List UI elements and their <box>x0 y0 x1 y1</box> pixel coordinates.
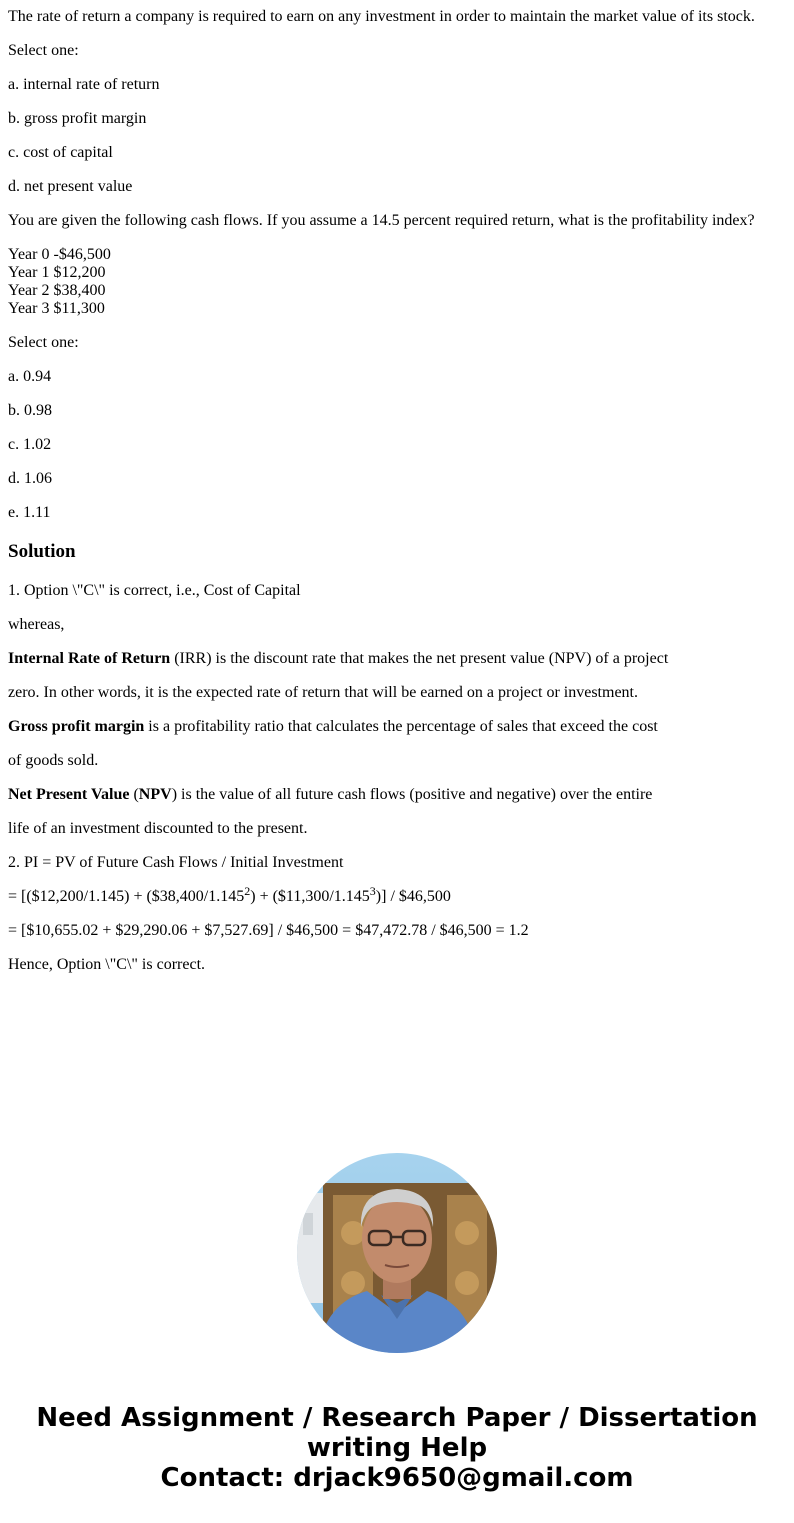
promo-contact: Contact: drjack9650@gmail.com <box>160 1463 634 1493</box>
q2-option-a: a. 0.94 <box>8 368 52 385</box>
q2-select-label: Select one: <box>8 334 79 351</box>
q2-option-d: d. 1.06 <box>8 470 52 487</box>
q1-option-d: d. net present value <box>8 178 133 195</box>
q1-option-c: c. cost of capital <box>8 144 113 161</box>
irr-term: Internal Rate of Return <box>8 650 171 667</box>
formula-line-1: = [($12,200/1.145) + $(\$38,400/1.145^2)$ + $(\$11,300/1.145^3)$] / $46,500 <box>8 884 451 905</box>
q2-option-b: b. 0.98 <box>8 402 52 419</box>
author-photo-illustration <box>297 1153 497 1353</box>
question-2-text: You are given the following cash flows. If you assume a 14.5 percent required return, what is the profitability index? <box>8 212 755 229</box>
solution-heading: Solution <box>8 541 76 562</box>
npv-definition-line-2: life of an investment discounted to the present. <box>8 820 308 837</box>
formula-line-2: = [$10,655.02 + $29,290.06 + $7,527.69] / $46,500 = $47,472.78 / $46,500 = 1.2 <box>8 922 529 939</box>
question-1-text: The rate of return a company is required to earn on any investment in order to maintain the market value of its stock. <box>8 8 755 25</box>
q2-option-e: e. 1.11 <box>8 504 51 521</box>
promo-banner <box>0 1403 794 1493</box>
cash-flow-list <box>8 246 786 318</box>
q1-select-label: Select one: <box>8 42 79 59</box>
promo-line-1: Need Assignment / Research Paper / Dissertation <box>36 1403 758 1433</box>
cash-flow-year-1: Year 1 $12,200 <box>8 264 106 281</box>
q2-option-c: c. 1.02 <box>8 436 52 453</box>
npv-abbr: NPV <box>138 786 172 803</box>
solution-conclusion: Hence, Option \"C\" is correct. <box>8 956 206 973</box>
promo-line-2: writing Help <box>306 1433 488 1463</box>
gpm-term: Gross profit margin <box>8 718 145 735</box>
gpm-definition-line-1: Gross profit margin is a profitability ratio that calculates the percentage of sales that exceed the cost <box>8 718 658 735</box>
author-photo <box>297 1153 497 1353</box>
gpm-definition-line-2: of goods sold. <box>8 752 99 769</box>
solution-answer-1: 1. Option \"C\" is correct, i.e., Cost of Capital <box>8 582 301 599</box>
npv-definition-line-1: Net Present Value (NPV) is the value of all future cash flows (positive and negative) over the entire <box>8 786 653 803</box>
npv-term: Net Present Value <box>8 786 130 803</box>
cash-flow-year-2: Year 2 $38,400 <box>8 282 106 299</box>
solution-whereas: whereas, <box>8 616 65 633</box>
solution-answer-2: 2. PI = PV of Future Cash Flows / Initial Investment <box>8 854 344 871</box>
q1-option-b: b. gross profit margin <box>8 110 147 127</box>
irr-definition-line-2: zero. In other words, it is the expected rate of return that will be earned on a project or investment. <box>8 684 638 701</box>
cash-flow-year-3: Year 3 $11,300 <box>8 300 105 317</box>
q1-option-a: a. internal rate of return <box>8 76 160 93</box>
irr-definition-line-1: Internal Rate of Return (IRR) is the discount rate that makes the net present value (NPV) of a project <box>8 650 669 667</box>
cash-flow-year-0: Year 0 -$46,500 <box>8 246 111 263</box>
